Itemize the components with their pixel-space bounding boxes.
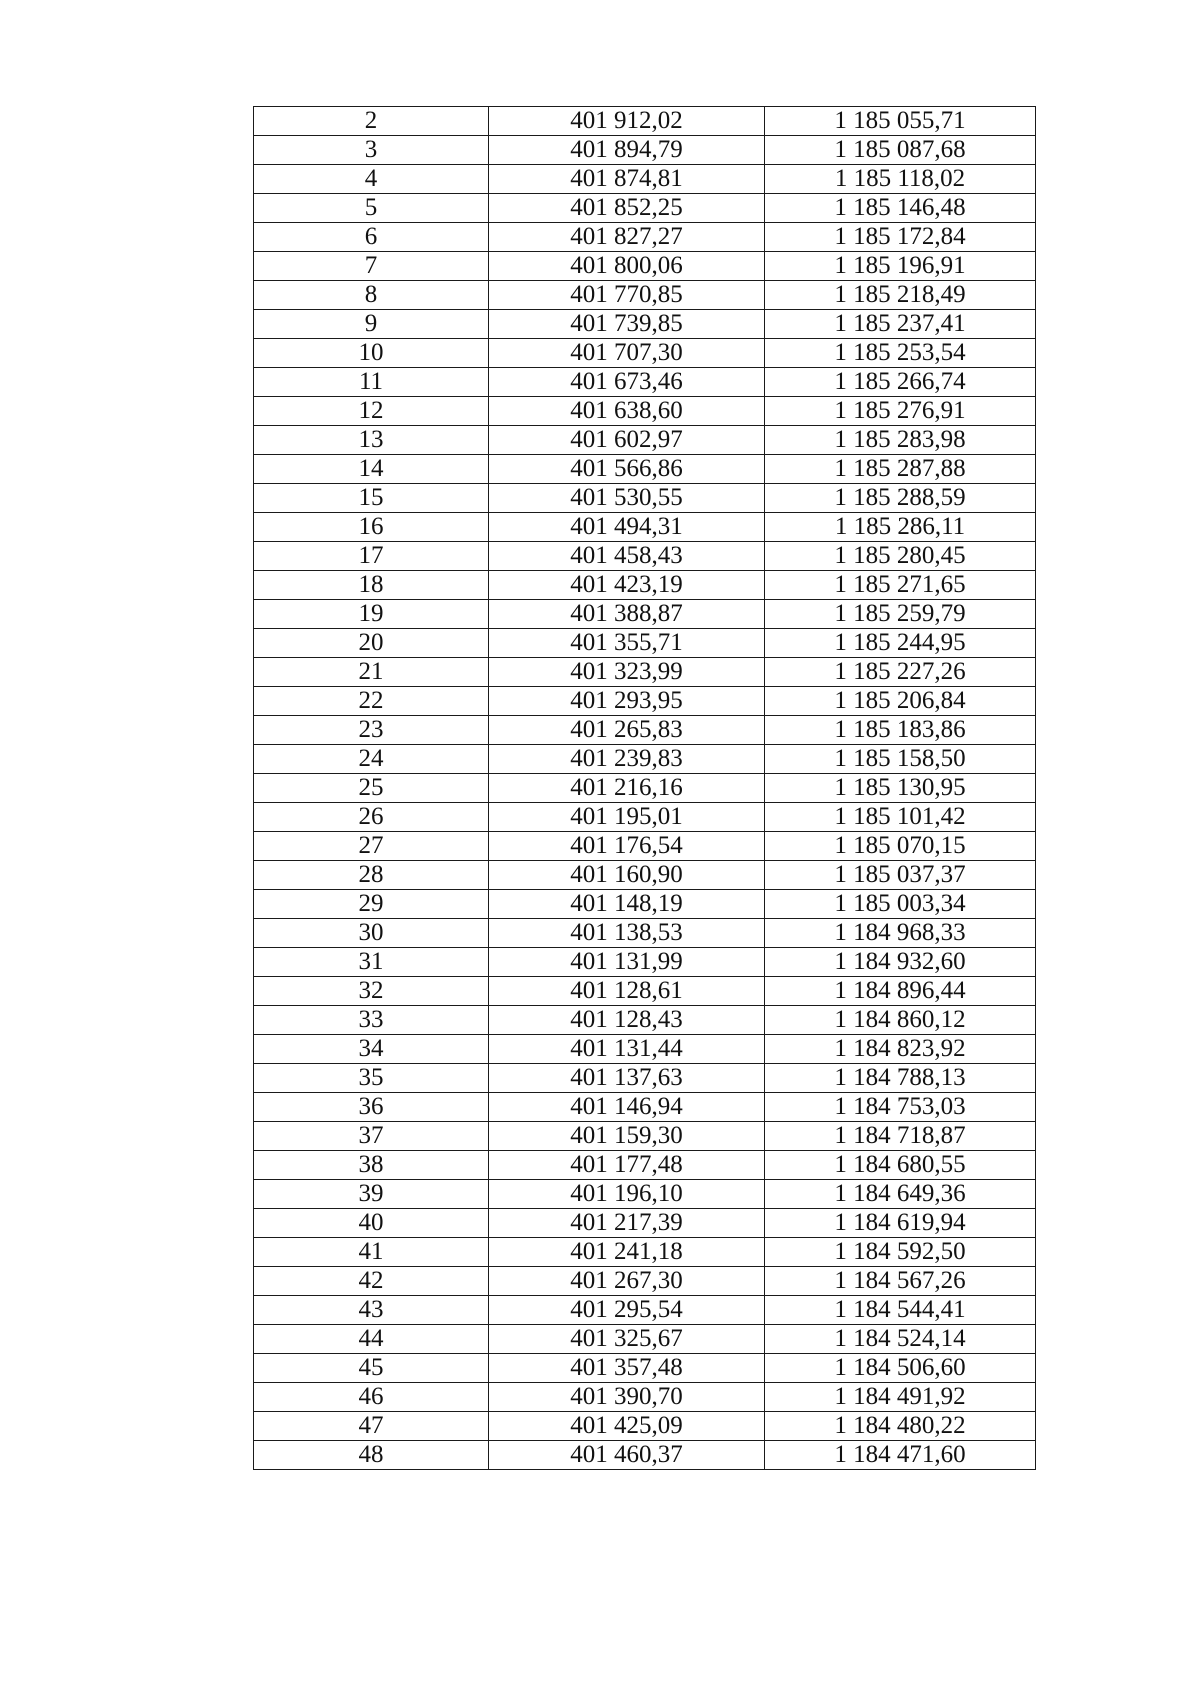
x-coordinate-cell: 401 707,30: [489, 339, 765, 368]
x-coordinate-cell: 401 852,25: [489, 194, 765, 223]
point-number-cell: 6: [254, 223, 489, 252]
y-coordinate-cell: 1 185 172,84: [765, 223, 1036, 252]
x-coordinate-cell: 401 128,61: [489, 977, 765, 1006]
x-coordinate-cell: 401 566,86: [489, 455, 765, 484]
point-number-cell: 34: [254, 1035, 489, 1064]
y-coordinate-cell: 1 185 271,65: [765, 571, 1036, 600]
point-number-cell: 12: [254, 397, 489, 426]
point-number-cell: 41: [254, 1238, 489, 1267]
x-coordinate-cell: 401 874,81: [489, 165, 765, 194]
table-row: [254, 948, 1036, 977]
point-number-cell: 17: [254, 542, 489, 571]
point-number-cell: 24: [254, 745, 489, 774]
table-row: [254, 658, 1036, 687]
x-coordinate-cell: 401 388,87: [489, 600, 765, 629]
table-row: [254, 832, 1036, 861]
x-coordinate-cell: 401 176,54: [489, 832, 765, 861]
x-coordinate-cell: 401 217,39: [489, 1209, 765, 1238]
y-coordinate-cell: 1 184 788,13: [765, 1064, 1036, 1093]
y-coordinate-cell: 1 184 753,03: [765, 1093, 1036, 1122]
point-number-cell: 40: [254, 1209, 489, 1238]
x-coordinate-cell: 401 138,53: [489, 919, 765, 948]
table-row: [254, 774, 1036, 803]
table-row: [254, 513, 1036, 542]
table-row: [254, 1238, 1036, 1267]
point-number-cell: 46: [254, 1383, 489, 1412]
y-coordinate-cell: 1 184 968,33: [765, 919, 1036, 948]
x-coordinate-cell: 401 159,30: [489, 1122, 765, 1151]
x-coordinate-cell: 401 423,19: [489, 571, 765, 600]
x-coordinate-cell: 401 458,43: [489, 542, 765, 571]
point-number-cell: 16: [254, 513, 489, 542]
y-coordinate-cell: 1 184 491,92: [765, 1383, 1036, 1412]
x-coordinate-cell: 401 770,85: [489, 281, 765, 310]
x-coordinate-cell: 401 530,55: [489, 484, 765, 513]
y-coordinate-cell: 1 185 158,50: [765, 745, 1036, 774]
table-row: [254, 1035, 1036, 1064]
x-coordinate-cell: 401 912,02: [489, 107, 765, 136]
point-number-cell: 43: [254, 1296, 489, 1325]
y-coordinate-cell: 1 184 860,12: [765, 1006, 1036, 1035]
point-number-cell: 4: [254, 165, 489, 194]
x-coordinate-cell: 401 325,67: [489, 1325, 765, 1354]
point-number-cell: 26: [254, 803, 489, 832]
x-coordinate-cell: 401 894,79: [489, 136, 765, 165]
table-row: [254, 1267, 1036, 1296]
y-coordinate-cell: 1 184 524,14: [765, 1325, 1036, 1354]
table-row: [254, 919, 1036, 948]
x-coordinate-cell: 401 195,01: [489, 803, 765, 832]
point-number-cell: 36: [254, 1093, 489, 1122]
x-coordinate-cell: 401 265,83: [489, 716, 765, 745]
point-number-cell: 44: [254, 1325, 489, 1354]
x-coordinate-cell: 401 216,16: [489, 774, 765, 803]
table-row: [254, 1325, 1036, 1354]
x-coordinate-cell: 401 196,10: [489, 1180, 765, 1209]
point-number-cell: 13: [254, 426, 489, 455]
point-number-cell: 48: [254, 1441, 489, 1470]
x-coordinate-cell: 401 355,71: [489, 629, 765, 658]
y-coordinate-cell: 1 185 237,41: [765, 310, 1036, 339]
table-row: [254, 629, 1036, 658]
y-coordinate-cell: 1 185 244,95: [765, 629, 1036, 658]
table-row: [254, 1064, 1036, 1093]
table-row: [254, 571, 1036, 600]
y-coordinate-cell: 1 184 592,50: [765, 1238, 1036, 1267]
x-coordinate-cell: 401 827,27: [489, 223, 765, 252]
y-coordinate-cell: 1 185 037,37: [765, 861, 1036, 890]
point-number-cell: 29: [254, 890, 489, 919]
x-coordinate-cell: 401 602,97: [489, 426, 765, 455]
table-row: [254, 716, 1036, 745]
y-coordinate-cell: 1 185 276,91: [765, 397, 1036, 426]
point-number-cell: 27: [254, 832, 489, 861]
table-row: [254, 107, 1036, 136]
point-number-cell: 5: [254, 194, 489, 223]
point-number-cell: 20: [254, 629, 489, 658]
x-coordinate-cell: 401 146,94: [489, 1093, 765, 1122]
table-row: [254, 1006, 1036, 1035]
y-coordinate-cell: 1 184 680,55: [765, 1151, 1036, 1180]
point-number-cell: 45: [254, 1354, 489, 1383]
x-coordinate-cell: 401 160,90: [489, 861, 765, 890]
point-number-cell: 15: [254, 484, 489, 513]
y-coordinate-cell: 1 185 183,86: [765, 716, 1036, 745]
y-coordinate-cell: 1 184 506,60: [765, 1354, 1036, 1383]
point-number-cell: 10: [254, 339, 489, 368]
table-row: [254, 1354, 1036, 1383]
coordinates-table-body: [254, 107, 1036, 1470]
point-number-cell: 11: [254, 368, 489, 397]
table-row: [254, 1383, 1036, 1412]
point-number-cell: 37: [254, 1122, 489, 1151]
x-coordinate-cell: 401 295,54: [489, 1296, 765, 1325]
y-coordinate-cell: 1 185 227,26: [765, 658, 1036, 687]
point-number-cell: 7: [254, 252, 489, 281]
table-row: [254, 484, 1036, 513]
table-row: [254, 1122, 1036, 1151]
x-coordinate-cell: 401 128,43: [489, 1006, 765, 1035]
point-number-cell: 42: [254, 1267, 489, 1296]
point-number-cell: 35: [254, 1064, 489, 1093]
y-coordinate-cell: 1 184 649,36: [765, 1180, 1036, 1209]
y-coordinate-cell: 1 185 130,95: [765, 774, 1036, 803]
x-coordinate-cell: 401 390,70: [489, 1383, 765, 1412]
y-coordinate-cell: 1 185 259,79: [765, 600, 1036, 629]
table-row: [254, 1151, 1036, 1180]
table-row: [254, 861, 1036, 890]
x-coordinate-cell: 401 148,19: [489, 890, 765, 919]
point-number-cell: 32: [254, 977, 489, 1006]
x-coordinate-cell: 401 739,85: [489, 310, 765, 339]
table-row: [254, 281, 1036, 310]
point-number-cell: 23: [254, 716, 489, 745]
table-row: [254, 977, 1036, 1006]
y-coordinate-cell: 1 185 146,48: [765, 194, 1036, 223]
x-coordinate-cell: 401 177,48: [489, 1151, 765, 1180]
y-coordinate-cell: 1 185 280,45: [765, 542, 1036, 571]
y-coordinate-cell: 1 185 287,88: [765, 455, 1036, 484]
table-row: [254, 455, 1036, 484]
y-coordinate-cell: 1 185 087,68: [765, 136, 1036, 165]
table-row: [254, 1209, 1036, 1238]
y-coordinate-cell: 1 184 896,44: [765, 977, 1036, 1006]
y-coordinate-cell: 1 185 253,54: [765, 339, 1036, 368]
point-number-cell: 2: [254, 107, 489, 136]
coordinates-table: [253, 106, 1036, 1470]
point-number-cell: 18: [254, 571, 489, 600]
x-coordinate-cell: 401 323,99: [489, 658, 765, 687]
point-number-cell: 9: [254, 310, 489, 339]
x-coordinate-cell: 401 425,09: [489, 1412, 765, 1441]
y-coordinate-cell: 1 185 003,34: [765, 890, 1036, 919]
table-row: [254, 1093, 1036, 1122]
y-coordinate-cell: 1 185 055,71: [765, 107, 1036, 136]
point-number-cell: 30: [254, 919, 489, 948]
table-row: [254, 310, 1036, 339]
y-coordinate-cell: 1 185 196,91: [765, 252, 1036, 281]
x-coordinate-cell: 401 267,30: [489, 1267, 765, 1296]
table-row: [254, 368, 1036, 397]
x-coordinate-cell: 401 131,99: [489, 948, 765, 977]
table-row: [254, 542, 1036, 571]
table-row: [254, 223, 1036, 252]
table-row: [254, 194, 1036, 223]
point-number-cell: 25: [254, 774, 489, 803]
point-number-cell: 31: [254, 948, 489, 977]
y-coordinate-cell: 1 184 471,60: [765, 1441, 1036, 1470]
table-row: [254, 136, 1036, 165]
y-coordinate-cell: 1 185 283,98: [765, 426, 1036, 455]
y-coordinate-cell: 1 184 544,41: [765, 1296, 1036, 1325]
y-coordinate-cell: 1 185 286,11: [765, 513, 1036, 542]
table-row: [254, 165, 1036, 194]
y-coordinate-cell: 1 185 070,15: [765, 832, 1036, 861]
y-coordinate-cell: 1 184 619,94: [765, 1209, 1036, 1238]
y-coordinate-cell: 1 185 288,59: [765, 484, 1036, 513]
table-row: [254, 1412, 1036, 1441]
y-coordinate-cell: 1 185 118,02: [765, 165, 1036, 194]
point-number-cell: 28: [254, 861, 489, 890]
point-number-cell: 21: [254, 658, 489, 687]
table-row: [254, 339, 1036, 368]
x-coordinate-cell: 401 241,18: [489, 1238, 765, 1267]
table-row: [254, 1180, 1036, 1209]
y-coordinate-cell: 1 184 567,26: [765, 1267, 1036, 1296]
y-coordinate-cell: 1 185 266,74: [765, 368, 1036, 397]
y-coordinate-cell: 1 184 480,22: [765, 1412, 1036, 1441]
x-coordinate-cell: 401 357,48: [489, 1354, 765, 1383]
table-row: [254, 252, 1036, 281]
table-row: [254, 745, 1036, 774]
x-coordinate-cell: 401 673,46: [489, 368, 765, 397]
y-coordinate-cell: 1 185 206,84: [765, 687, 1036, 716]
point-number-cell: 33: [254, 1006, 489, 1035]
x-coordinate-cell: 401 800,06: [489, 252, 765, 281]
point-number-cell: 39: [254, 1180, 489, 1209]
x-coordinate-cell: 401 293,95: [489, 687, 765, 716]
x-coordinate-cell: 401 131,44: [489, 1035, 765, 1064]
x-coordinate-cell: 401 494,31: [489, 513, 765, 542]
point-number-cell: 19: [254, 600, 489, 629]
table-row: [254, 890, 1036, 919]
point-number-cell: 8: [254, 281, 489, 310]
table-row: [254, 1296, 1036, 1325]
point-number-cell: 3: [254, 136, 489, 165]
x-coordinate-cell: 401 239,83: [489, 745, 765, 774]
table-row: [254, 426, 1036, 455]
x-coordinate-cell: 401 638,60: [489, 397, 765, 426]
table-row: [254, 687, 1036, 716]
y-coordinate-cell: 1 184 932,60: [765, 948, 1036, 977]
point-number-cell: 47: [254, 1412, 489, 1441]
table-row: [254, 1441, 1036, 1470]
point-number-cell: 22: [254, 687, 489, 716]
table-row: [254, 803, 1036, 832]
x-coordinate-cell: 401 137,63: [489, 1064, 765, 1093]
point-number-cell: 38: [254, 1151, 489, 1180]
y-coordinate-cell: 1 184 718,87: [765, 1122, 1036, 1151]
point-number-cell: 14: [254, 455, 489, 484]
y-coordinate-cell: 1 185 218,49: [765, 281, 1036, 310]
y-coordinate-cell: 1 184 823,92: [765, 1035, 1036, 1064]
x-coordinate-cell: 401 460,37: [489, 1441, 765, 1470]
table-row: [254, 397, 1036, 426]
table-row: [254, 600, 1036, 629]
y-coordinate-cell: 1 185 101,42: [765, 803, 1036, 832]
